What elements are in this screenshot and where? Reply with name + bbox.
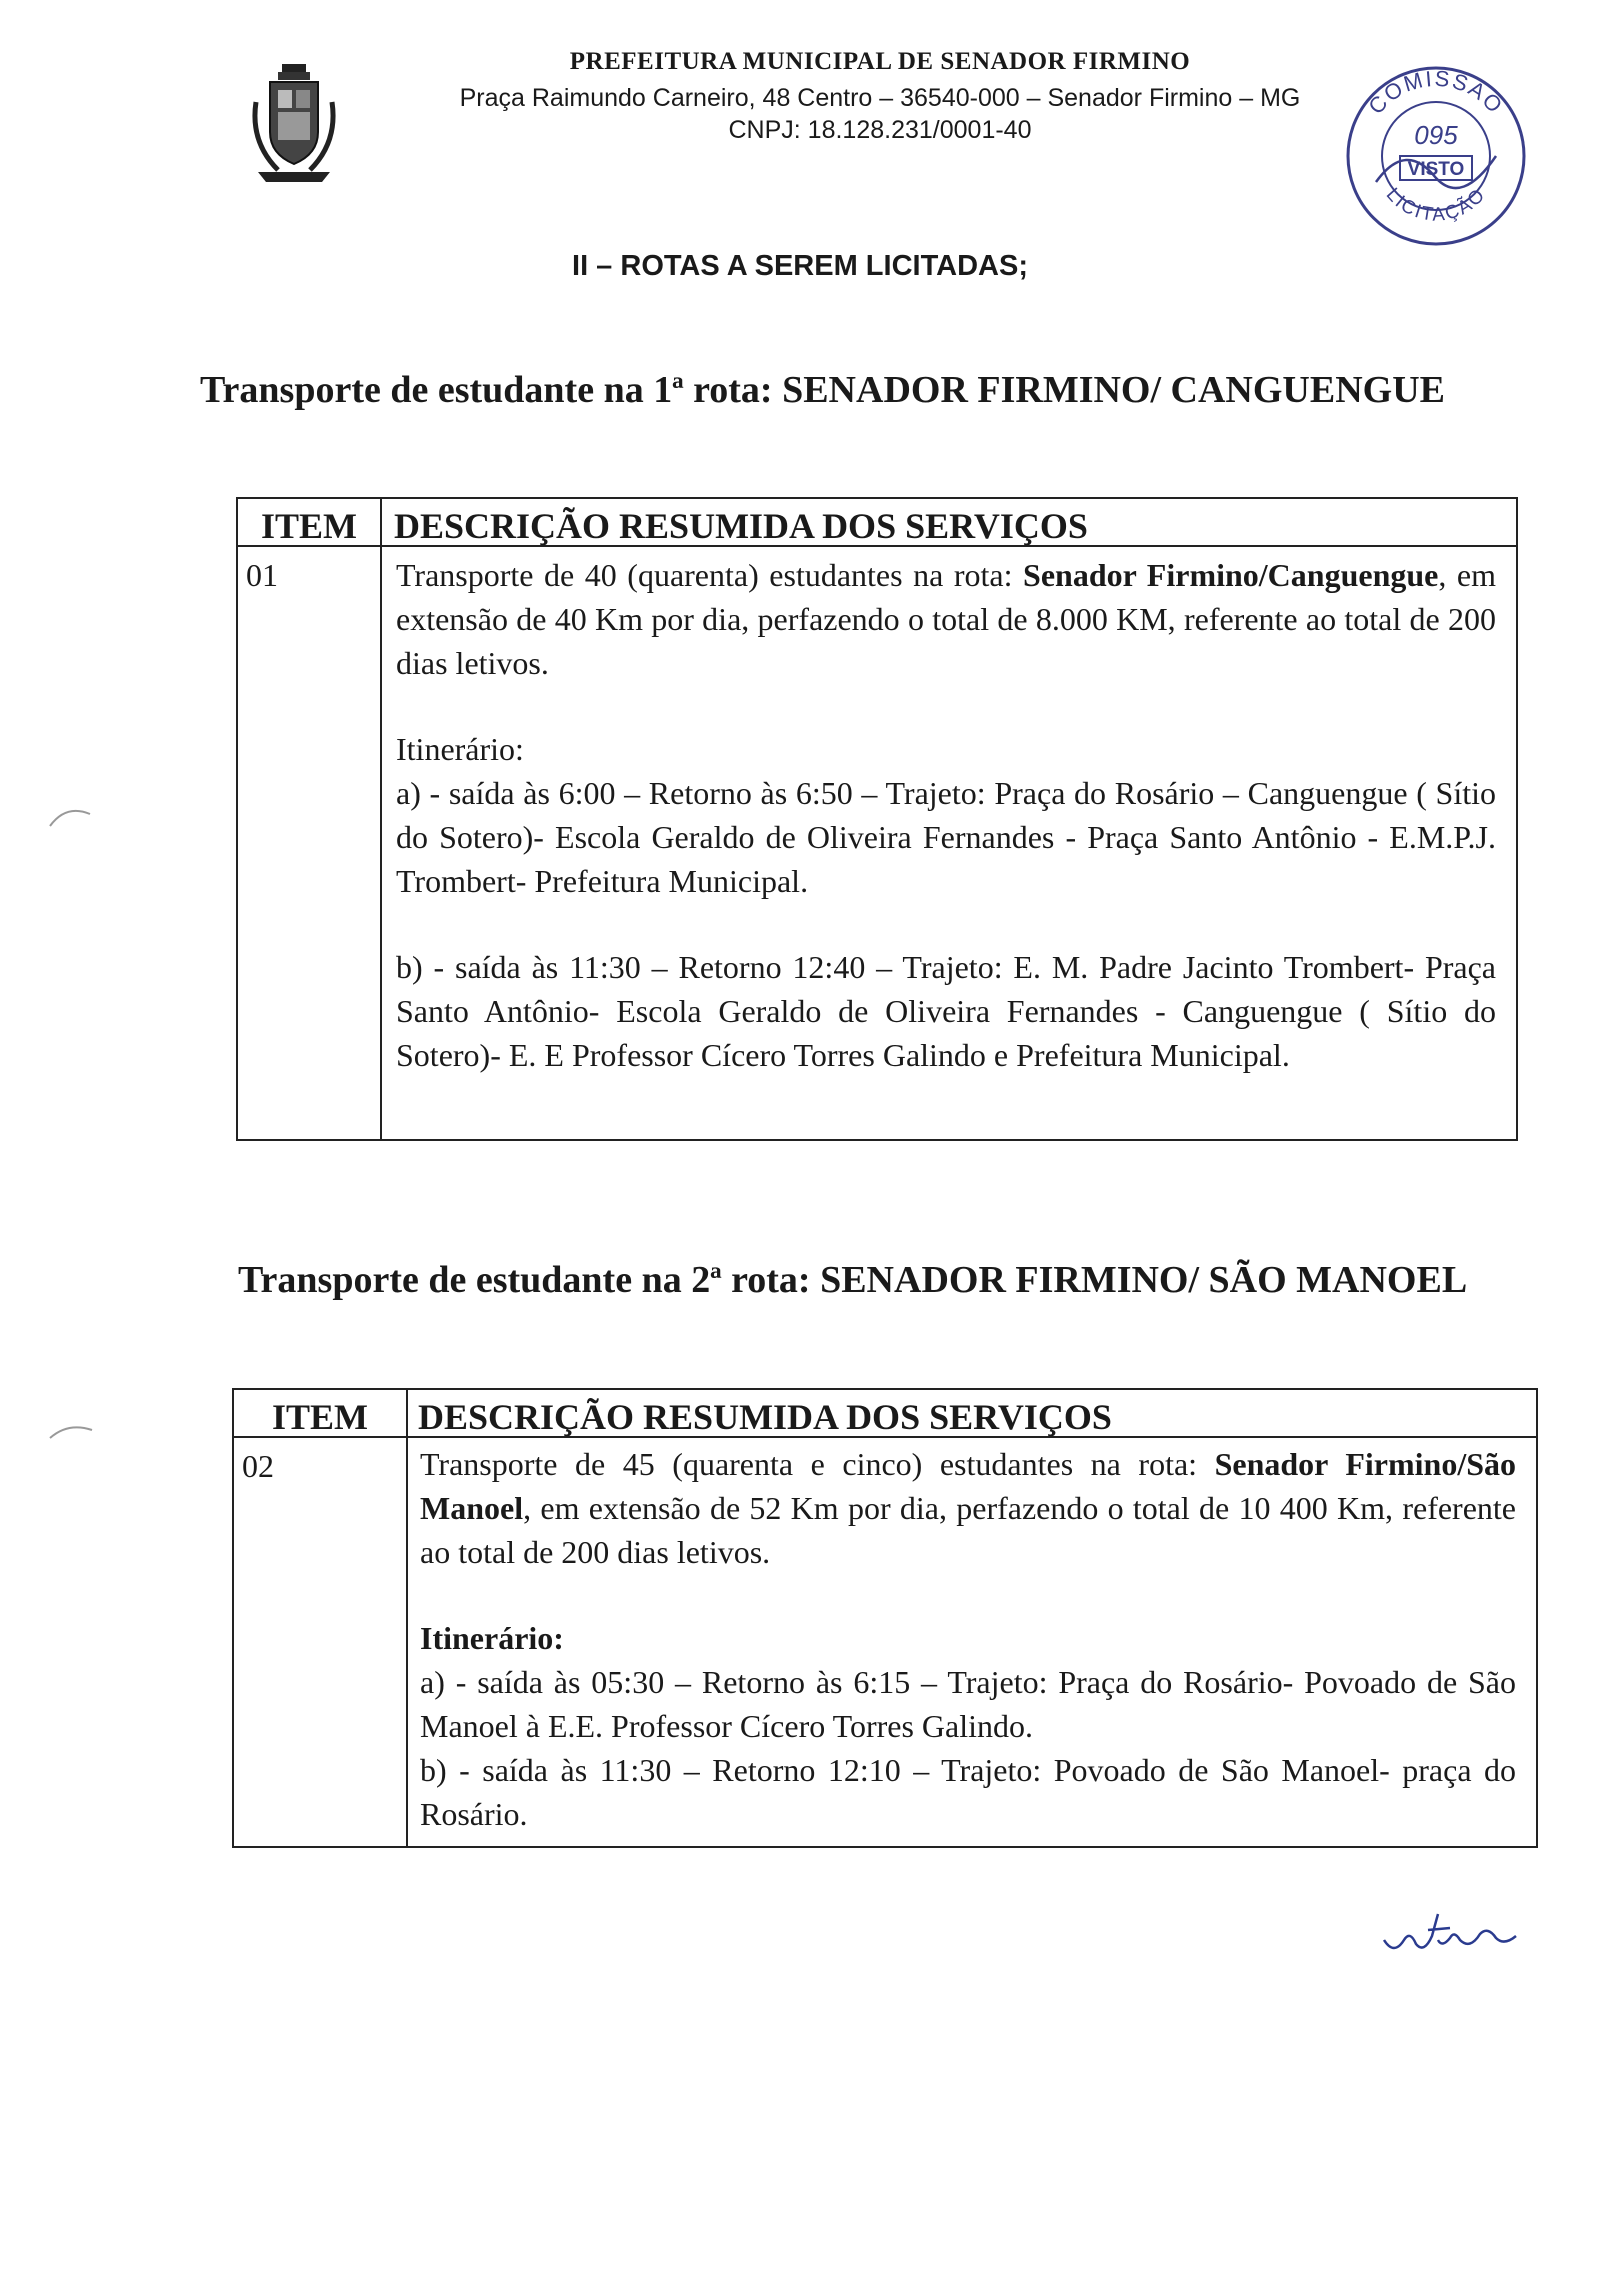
service-description — [420, 1442, 1516, 1836]
stamp-top-text: COMISSÃO — [1363, 65, 1509, 120]
itinerary-label: Itinerário: — [396, 731, 524, 767]
commission-stamp — [1336, 56, 1536, 256]
route-1-table — [236, 497, 1518, 1141]
municipal-crest-icon — [248, 62, 340, 190]
description-paragraph — [396, 553, 1496, 685]
description-rest: , em extensão de 52 Km por dia, perfazendo o total de 10 400 Km, referente ao total de 200 dias letivos. — [420, 1490, 1516, 1570]
item-number: 02 — [242, 1448, 274, 1484]
itinerary-a: a) - saída às 6:00 – Retorno às 6:50 – Trajeto: Praça do Rosário – Canguengue ( Sítio do Sotero)- Escola Geraldo de Oliveira Fernandes - Praça Santo Antônio - E.M.P.J. Trombert- Prefeitura Municipal. — [396, 775, 1496, 899]
description-route: Senador Firmino/São Manoel — [420, 1446, 1516, 1526]
description-rest: , em extensão de 40 Km por dia, perfazendo o total de 8.000 KM, referente ao total de 200 dias letivos. — [396, 557, 1497, 681]
stamp-bottom-text: LICITAÇÃO — [1381, 184, 1491, 226]
description-lead: Transporte de 45 (quarenta e cinco) estudantes na rota: — [420, 1446, 1215, 1482]
item-number: 01 — [246, 557, 278, 593]
route-2-title: Transporte de estudante na 2ª rota: SENADOR FIRMINO/ SÃO MANOEL — [238, 1259, 1468, 1301]
header-address: Praça Raimundo Carneiro, 48 Centro – 36540-000 – Senador Firmino – MG — [459, 84, 1301, 112]
stamp-middle-text: VISTO — [1407, 159, 1465, 180]
service-description — [396, 553, 1496, 1077]
description-paragraph — [420, 1442, 1516, 1574]
description-lead: Transporte de 40 (quarenta) estudantes na rota: — [396, 557, 1024, 593]
itinerary-b: b) - saída às 11:30 – Retorno 12:40 – Trajeto: E. M. Padre Jacinto Trombert- Praça Santo Antônio- Escola Geraldo de Oliveira Fernandes - Canguengue ( Sítio do Sotero)- E. E Professor Cícero Torres Galindo e Prefeitura Municipal. — [396, 949, 1496, 1073]
table-column-divider — [406, 1390, 408, 1846]
section-title: II – ROTAS A SEREM LICITADAS; — [572, 250, 1028, 282]
col-header-description: DESCRIÇÃO RESUMIDA DOS SERVIÇOS — [418, 1397, 1112, 1437]
col-header-item: ITEM — [260, 506, 357, 546]
description-route: Senador Firmino/Canguengue — [1023, 557, 1439, 593]
svg-text:LICITAÇÃO — [1382, 184, 1490, 226]
margin-mark — [46, 800, 96, 830]
handwritten-initials — [1380, 1900, 1520, 1960]
header-cnpj: CNPJ: 18.128.231/0001-40 — [728, 116, 1032, 144]
itinerary-b: b) - saída às 11:30 – Retorno 12:10 – Trajeto: Povoado de São Manoel- praça do Rosário. — [420, 1752, 1516, 1832]
table-column-divider — [380, 499, 382, 1139]
svg-text:COMISSÃO — [1363, 66, 1508, 119]
col-header-item: ITEM — [271, 1397, 368, 1437]
header-org-name: PREFEITURA MUNICIPAL DE SENADOR FIRMINO — [569, 48, 1191, 75]
margin-mark — [46, 1416, 96, 1446]
col-header-description: DESCRIÇÃO RESUMIDA DOS SERVIÇOS — [394, 506, 1088, 546]
route-2-table — [232, 1388, 1538, 1848]
stamp-number: 095 — [1414, 120, 1458, 150]
route-1-title: Transporte de estudante na 1ª rota: SENADOR FIRMINO/ CANGUENGUE — [200, 369, 1446, 411]
itinerary-label: Itinerário: — [420, 1620, 564, 1656]
itinerary-a: a) - saída às 05:30 – Retorno às 6:15 – Trajeto: Praça do Rosário- Povoado de São Manoel à E.E. Professor Cícero Torres Galindo. — [420, 1664, 1516, 1744]
